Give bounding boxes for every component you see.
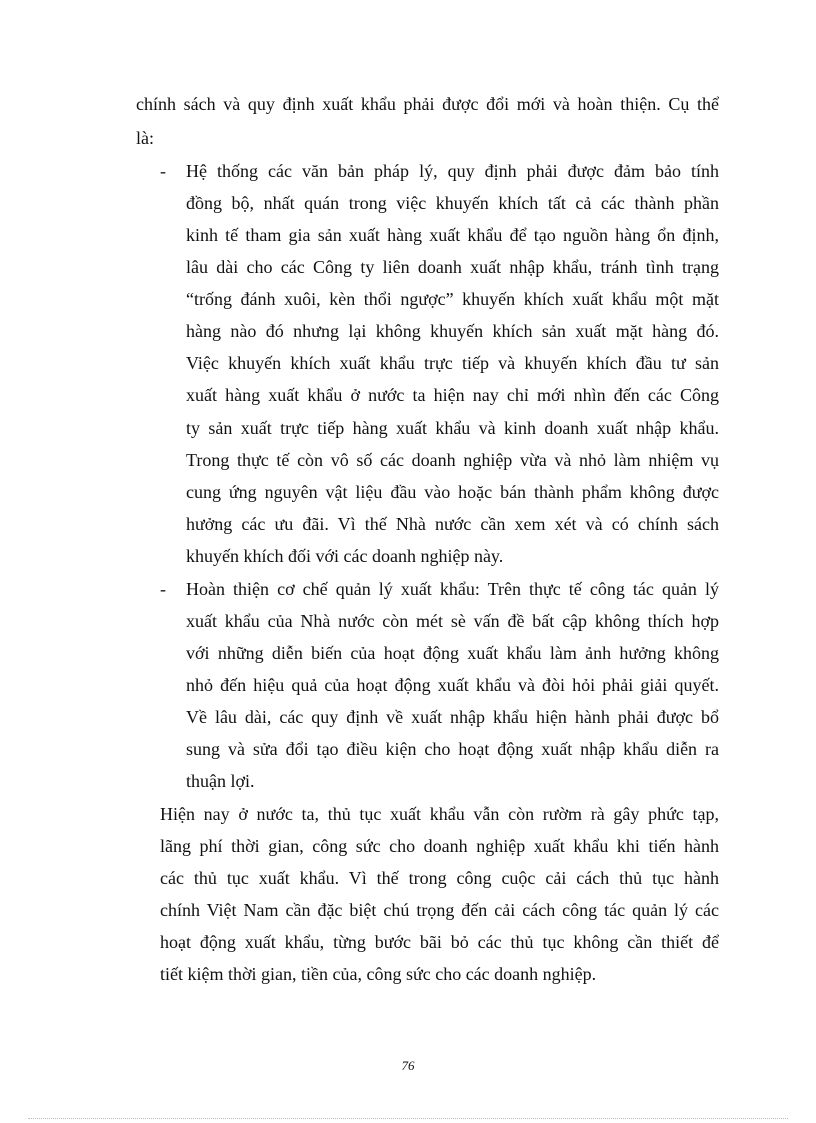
text-line: hoạt động xuất khẩu, từng bước bãi bỏ các thủ tục không cần thiết để bbox=[160, 932, 719, 952]
text-line: “trống đánh xuôi, kèn thổi ngược” khuyến khích xuất khẩu một mặt bbox=[186, 289, 719, 309]
text-line: lãng phí thời gian, công sức cho doanh nghiệp xuất khẩu khi tiến hành bbox=[160, 836, 719, 856]
text-line: đồng bộ, nhất quán trong việc khuyến khích tất cả các thành phần bbox=[186, 193, 719, 213]
text-line: với những diễn biến của hoạt động xuất khẩu làm ảnh hưởng không bbox=[186, 643, 719, 663]
text-line: xuất khẩu của Nhà nước còn mét sè vấn đề bất cập không thích hợp bbox=[186, 611, 719, 631]
text-line: sung và sửa đổi tạo điều kiện cho hoạt động xuất nhập khẩu diễn ra bbox=[186, 739, 719, 759]
text-line: thuận lợi. bbox=[186, 771, 255, 791]
text-line: xuất hàng xuất khẩu ở nước ta hiện nay chỉ mới nhìn đến các Công bbox=[186, 385, 719, 405]
text-line: Hiện nay ở nước ta, thủ tục xuất khẩu vẫn còn rườm rà gây phức tạp, bbox=[160, 804, 719, 824]
text-line: Trong thực tế còn vô số các doanh nghiệp vừa và nhỏ làm nhiệm vụ bbox=[186, 450, 719, 470]
text-line: nhỏ đến hiệu quả của hoạt động xuất khẩu và đòi hỏi phải giải quyết. bbox=[186, 675, 719, 695]
text-line: Về lâu dài, các quy định về xuất nhập khẩu hiện hành phải được bổ bbox=[186, 707, 719, 727]
text-line: tiết kiệm thời gian, tiền của, công sức cho các doanh nghiệp. bbox=[160, 964, 597, 984]
text-line: chính sách và quy định xuất khẩu phải được đổi mới và hoàn thiện. Cụ thể bbox=[136, 94, 719, 114]
text-line: hàng nào đó nhưng lại không khuyến khích sản xuất mặt hàng đó. bbox=[186, 321, 719, 341]
page-number: 76 bbox=[401, 1058, 415, 1073]
text-line: là: bbox=[136, 128, 154, 148]
text-line: các thủ tục xuất khẩu. Vì thế trong công cuộc cải cách thủ tục hành bbox=[160, 868, 719, 888]
text-line: kinh tế tham gia sản xuất hàng xuất khẩu để tạo nguồn hàng ổn định, bbox=[186, 225, 719, 245]
text-line: khuyến khích đối với các doanh nghiệp này. bbox=[186, 546, 504, 566]
text-line: cung ứng nguyên vật liệu đầu vào hoặc bán thành phẩm không được bbox=[186, 482, 719, 502]
bullet-marker: - bbox=[160, 579, 166, 599]
bullet-marker: - bbox=[160, 161, 166, 181]
text-line: Hoàn thiện cơ chế quản lý xuất khẩu: Trên thực tế công tác quản lý bbox=[186, 579, 719, 599]
text-line: hưởng các ưu đãi. Vì thế Nhà nước cần xem xét và có chính sách bbox=[186, 514, 719, 534]
page-bottom-divider bbox=[28, 1118, 788, 1119]
text-line: Việc khuyến khích xuất khẩu trực tiếp và khuyến khích đầu tư sản bbox=[186, 353, 719, 373]
text-line: ty sản xuất trực tiếp hàng xuất khẩu và kinh doanh xuất nhập khẩu. bbox=[186, 418, 719, 438]
text-line: Hệ thống các văn bản pháp lý, quy định phải được đảm bảo tính bbox=[186, 161, 719, 181]
text-line: chính Việt Nam cần đặc biệt chú trọng đến cải cách công tác quản lý các bbox=[160, 900, 719, 920]
text-line: lâu dài cho các Công ty liên doanh xuất nhập khẩu, tránh tình trạng bbox=[186, 257, 719, 277]
